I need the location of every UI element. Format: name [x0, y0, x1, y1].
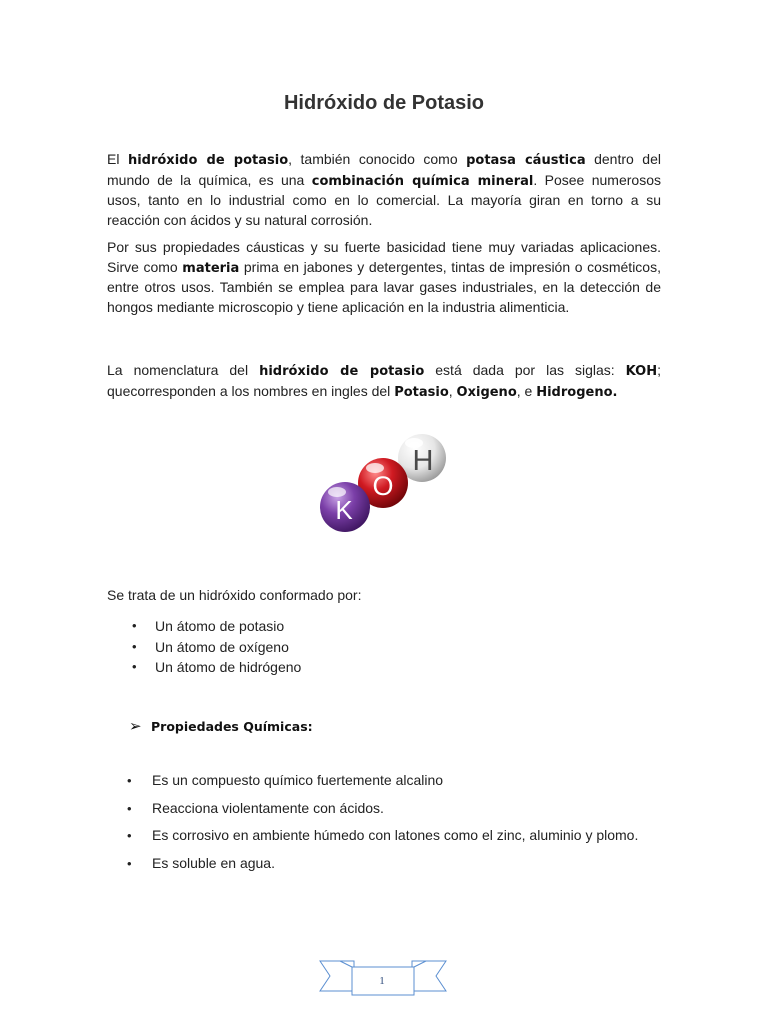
list-item-text: Es corrosivo en ambiente húmedo con latones como el zinc, aluminio y plomo.	[152, 827, 639, 843]
bullet-icon: •	[132, 618, 137, 633]
potassium-atom	[320, 482, 370, 532]
list-item	[107, 850, 661, 878]
text-run: El	[107, 151, 128, 167]
bullet-icon: •	[127, 828, 132, 843]
bold-term: combinación química mineral	[311, 173, 534, 189]
list-item	[107, 657, 301, 678]
list-item-text: Un átomo de potasio	[155, 618, 285, 634]
text-run: ,	[448, 382, 457, 399]
list-item	[107, 795, 661, 823]
bullet-icon: •	[132, 638, 137, 654]
text-run: ; quecorresponden a los nombres en ingles del	[107, 362, 661, 399]
bold-term: hidróxido de potasio	[127, 153, 289, 168]
list-item-text: Un átomo de oxígeno	[155, 638, 289, 655]
bold-term: Hidrogeno.	[536, 384, 618, 400]
atoms-list	[107, 616, 301, 678]
list-item-text: Un átomo de hidrógeno	[155, 659, 302, 675]
bold-term: Potasio	[394, 384, 449, 400]
bold-term: potasa cáustica	[466, 153, 586, 168]
section-heading-text: Propiedades Químicas:	[151, 719, 313, 734]
properties-list	[107, 767, 661, 877]
bold-term: Oxigeno	[456, 384, 517, 400]
text-run: Por sus propiedades cáusticas y su fuerte basicidad tiene muy variadas aplicaciones. Sirve como	[107, 239, 661, 275]
text-run: La nomenclatura del	[107, 362, 260, 378]
text-run: , e	[516, 382, 537, 399]
list-item-text: Es un compuesto químico fuertemente alcalino	[152, 772, 444, 788]
bold-term: hidróxido de potasio	[259, 364, 425, 379]
list-item	[107, 822, 661, 850]
paragraph-applications	[107, 238, 661, 317]
list-item	[107, 637, 301, 658]
text-run: . Posee numerosos usos, tanto en lo industrial como en lo comercial. La mayoría giran en torno a su reacción con ácidos y su natural corrosión.	[107, 171, 661, 228]
text-run: dentro del mundo de la química, es una	[107, 151, 661, 188]
section-heading	[130, 719, 313, 734]
list-item	[107, 616, 301, 637]
atom-label-k: K	[335, 495, 353, 525]
paragraph-nomenclature	[107, 361, 661, 402]
bullet-icon: •	[132, 659, 137, 674]
text-run: , también conocido como	[288, 151, 467, 167]
page-number: 1	[379, 975, 385, 987]
atom-label-o: O	[372, 471, 394, 501]
atom-label-h: H	[412, 445, 434, 477]
bullet-icon: •	[127, 773, 132, 788]
text-run: está dada por las siglas:	[424, 362, 626, 378]
koh-molecule-image	[313, 413, 453, 549]
bullet-icon: •	[127, 855, 132, 871]
composition-intro: Se trata de un hidróxido conformado por:	[107, 587, 362, 603]
text-run: prima en jabones y detergentes, tintas de impresión o cosméticos, entre otros usos. También se emplea para lavar gases industriales, en la detección de hongos mediante microscopio y tiene aplicación en la industria alimenticia.	[107, 258, 661, 315]
list-item-text: Es soluble en agua.	[152, 854, 275, 871]
arrow-bullet-icon: ➢	[129, 717, 142, 735]
bold-term: KOH	[625, 364, 658, 379]
list-item-text: Reacciona violentamente con ácidos.	[152, 799, 384, 816]
page-title: Hidróxido de Potasio	[283, 92, 485, 114]
list-item	[107, 767, 661, 795]
bullet-icon: •	[127, 800, 132, 816]
bold-term: materia	[182, 260, 240, 276]
paragraph-intro	[107, 150, 661, 230]
